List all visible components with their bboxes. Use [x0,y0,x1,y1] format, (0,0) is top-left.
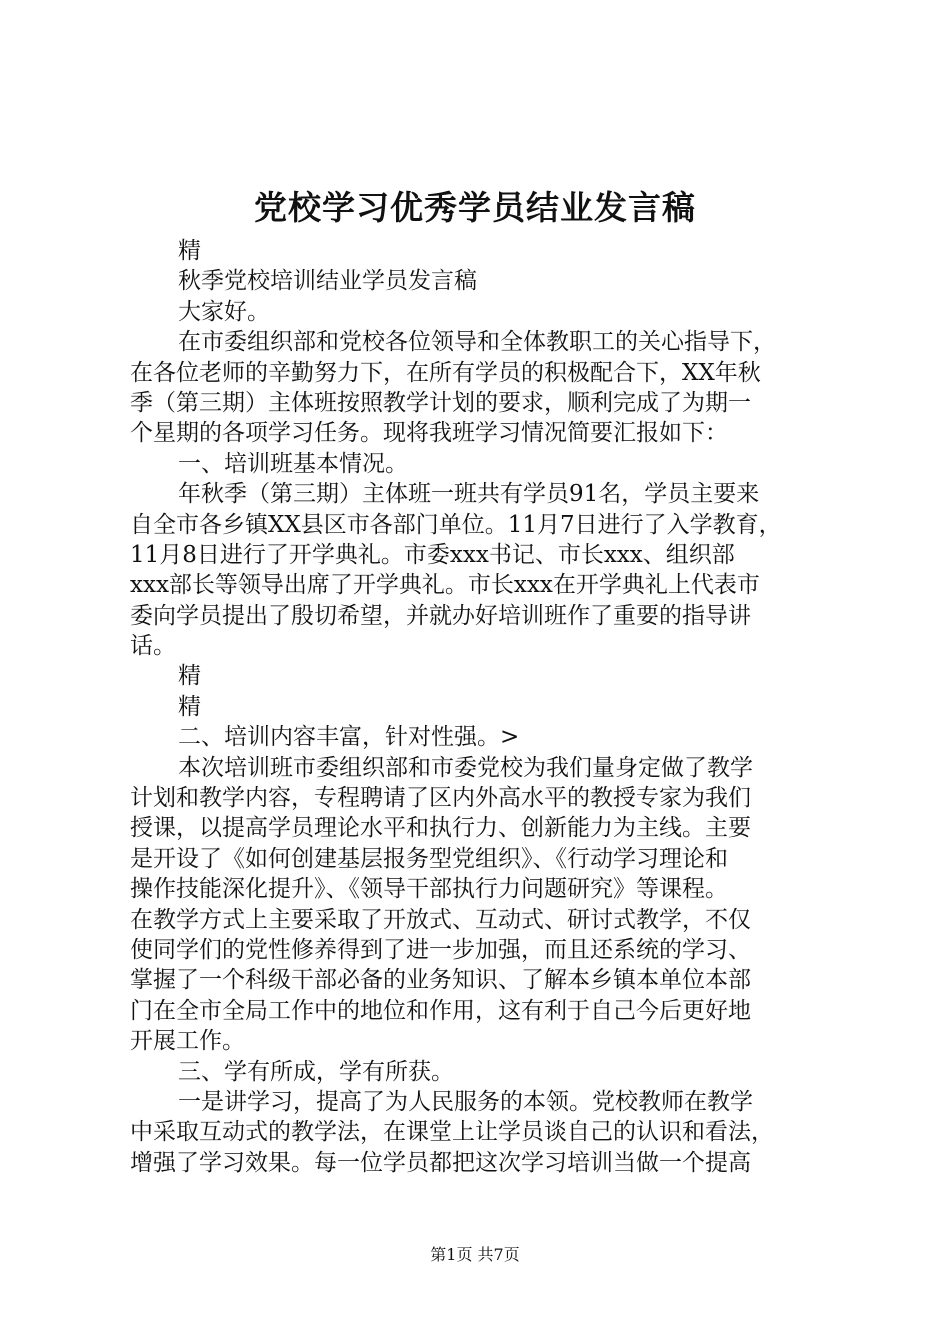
body-line: 门在全市全局工作中的地位和作用，这有利于自己今后更好地 [130,997,751,1024]
body-line: 精 [178,663,201,690]
body-line: 计划和教学内容，专程聘请了区内外高水平的教授专家为我们 [130,785,751,812]
page-footer: 第1页 共7页 [430,1245,520,1264]
document-title: 党校学习优秀学员结业发言稿 [254,188,696,227]
body-line: 自全市各乡镇XX县区市各部门单位。11月7日进行了入学教育， [130,511,782,538]
body-line: 在市委组织部和党校各位领导和全体教职工的关心指导下， [178,329,776,356]
document-body [130,236,830,1178]
body-line: 季（第三期）主体班按照教学计划的要求，顺利完成了为期一 [130,389,751,416]
body-line: 年秋季（第三期）主体班一班共有学员91名，学员主要来 [178,481,760,508]
body-line: 大家好。 [178,298,270,325]
body-line: 授课，以提高学员理论水平和执行力、创新能力为主线。主要 [130,815,751,842]
body-line: 三、学有所成，学有所获。 [178,1058,454,1085]
body-line: 11月8日进行了开学典礼。市委xxx书记、市长xxx、组织部 [130,541,735,568]
body-line: 中采取互动式的教学法，在课堂上让学员谈自己的认识和看法， [130,1119,774,1146]
body-line: 使同学们的党性修养得到了进一步加强，而且还系统的学习、 [130,936,751,963]
body-line: 精 [178,693,201,720]
body-line: 个星期的各项学习任务。现将我班学习情况简要汇报如下： [130,420,728,447]
body-line: 精 [178,238,201,264]
body-line: 操作技能深化提升》、《领导干部执行力问题研究》等课程。 [130,876,728,903]
body-line: 在教学方式上主要采取了开放式、互动式、研讨式教学，不仅 [130,906,751,933]
body-line: 秋季党校培训结业学员发言稿 [178,268,477,295]
body-line: 委向学员提出了殷切希望，并就办好培训班作了重要的指导讲 [130,602,751,629]
body-line: 本次培训班市委组织部和市委党校为我们量身定做了教学 [178,754,753,781]
body-line: 增强了学习效果。每一位学员都把这次学习培训当做一个提高 [130,1149,751,1176]
body-line: 二、培训内容丰富，针对性强。> [178,724,520,751]
body-line: 掌握了一个科级干部必备的业务知识、了解本乡镇本单位本部 [130,967,751,994]
body-line: 一、培训班基本情况。 [178,450,408,477]
body-line: 一是讲学习，提高了为人民服务的本领。党校教师在教学 [178,1088,753,1115]
body-line: xxx部长等领导出席了开学典礼。市长xxx在开学典礼上代表市 [130,572,760,599]
body-line: 话。 [130,633,176,660]
body-line: 在各位老师的辛勤努力下，在所有学员的积极配合下，XX年秋 [130,359,761,386]
body-line: 是开设了《如何创建基层报务型党组织》、《行动学习理论和 [130,845,728,872]
body-line: 开展工作。 [130,1028,245,1055]
